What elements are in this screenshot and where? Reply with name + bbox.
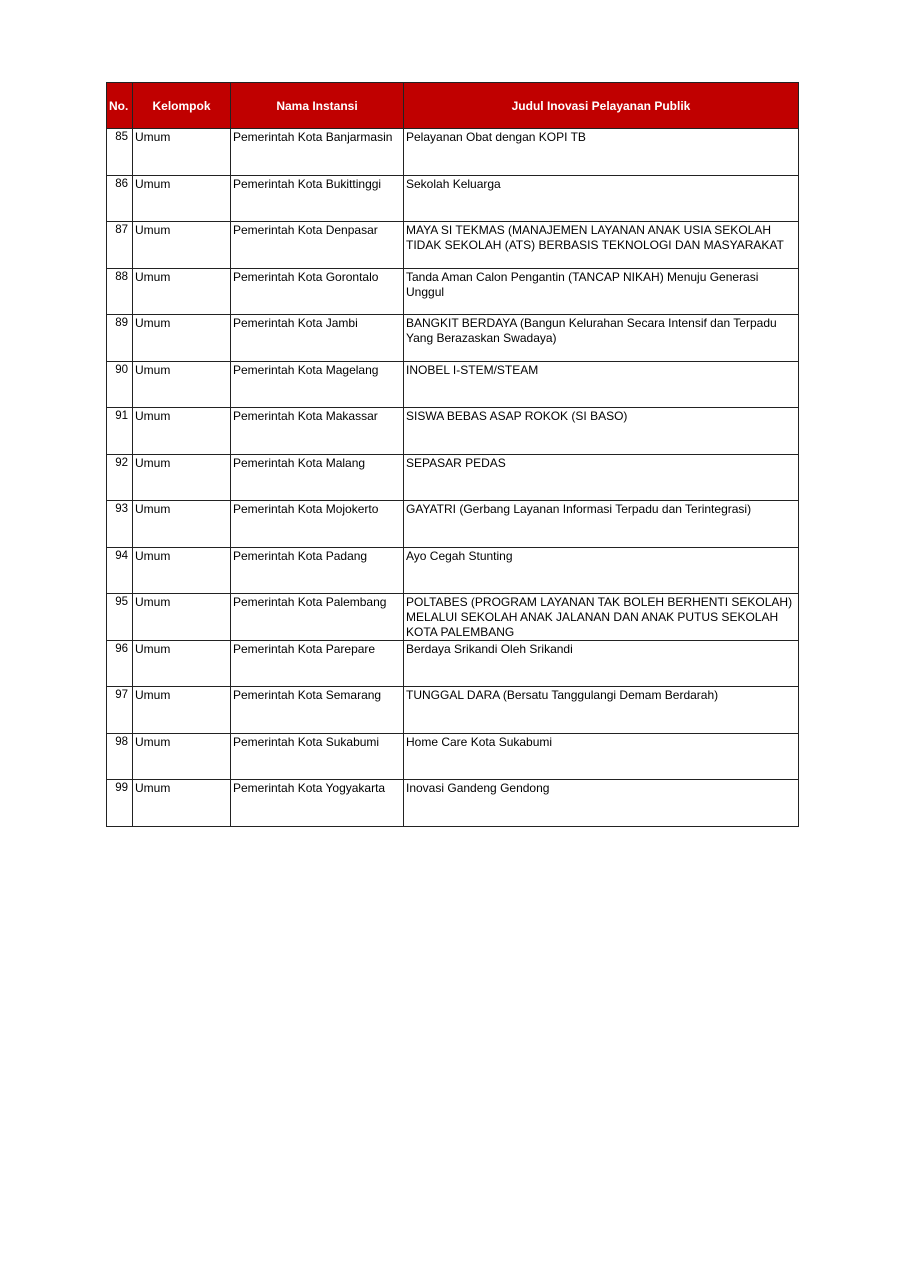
header-no: No. (107, 83, 133, 129)
row-number (107, 687, 133, 734)
instansi-cell (231, 222, 404, 269)
kelompok-cell-text: Umum (135, 130, 171, 144)
judul-cell (404, 408, 799, 455)
table-row (107, 547, 799, 594)
judul-cell-text: SISWA BEBAS ASAP ROKOK (SI BASO) (406, 409, 628, 423)
row-number (107, 315, 133, 362)
kelompok-cell (133, 454, 231, 501)
judul-cell (404, 780, 799, 827)
kelompok-cell (133, 222, 231, 269)
instansi-cell (231, 315, 404, 362)
instansi-cell (231, 594, 404, 641)
kelompok-cell-text: Umum (135, 548, 171, 563)
kelompok-cell (133, 547, 231, 594)
row-number (107, 222, 133, 269)
table-row (107, 780, 799, 827)
table-row (107, 454, 799, 501)
judul-cell-text: Inovasi Gandeng Gendong (406, 781, 550, 795)
instansi-cell (231, 129, 404, 176)
table-row (107, 315, 799, 362)
instansi-cell-text: Pemerintah Kota Malang (233, 455, 366, 470)
table-row (107, 222, 799, 269)
instansi-cell (231, 408, 404, 455)
row-number (107, 733, 133, 780)
instansi-cell-text: Pemerintah Kota Makassar (233, 409, 378, 423)
kelompok-cell (133, 315, 231, 362)
judul-cell-text: SEPASAR PEDAS (406, 455, 506, 470)
instansi-cell-text: Pemerintah Kota Magelang (233, 362, 379, 377)
judul-cell (404, 361, 799, 408)
instansi-cell (231, 361, 404, 408)
judul-cell-text: POLTABES (PROGRAM LAYANAN TAK BOLEH BERHENTI SEKOLAH) MELALUI SEKOLAH ANAK JALANAN DAN ANAK PUTUS SEKOLAH KOTA PALEMBANG (406, 595, 793, 639)
judul-cell (404, 222, 799, 269)
kelompok-cell-text: Umum (135, 409, 171, 423)
header-judul: Judul Inovasi Pelayanan Publik (404, 83, 799, 129)
table-row (107, 361, 799, 408)
kelompok-cell-text: Umum (135, 781, 171, 795)
instansi-cell-text: Pemerintah Kota Banjarmasin (233, 130, 393, 144)
judul-cell (404, 129, 799, 176)
row-number-text: 97 (115, 689, 128, 701)
row-number (107, 501, 133, 548)
table-row (107, 408, 799, 455)
instansi-cell-text: Pemerintah Kota Bukittinggi (233, 176, 382, 191)
row-number (107, 129, 133, 176)
judul-cell (404, 454, 799, 501)
row-number-text: 95 (115, 596, 128, 608)
header-nama-instansi: Nama Instansi (231, 83, 404, 129)
kelompok-cell-text: Umum (135, 595, 171, 609)
header-kelompok: Kelompok (133, 83, 231, 129)
kelompok-cell-text: Umum (135, 455, 171, 470)
kelompok-cell (133, 780, 231, 827)
row-number-text: 98 (115, 735, 128, 748)
kelompok-cell-text: Umum (135, 223, 171, 237)
instansi-cell (231, 268, 404, 315)
instansi-cell (231, 733, 404, 780)
row-number-text: 91 (115, 410, 128, 422)
row-number-text: 94 (115, 549, 128, 562)
row-number-text: 86 (115, 177, 128, 190)
kelompok-cell-text: Umum (135, 502, 171, 516)
instansi-cell-text: Pemerintah Kota Padang (233, 548, 368, 563)
row-number (107, 594, 133, 641)
kelompok-cell (133, 268, 231, 315)
judul-cell-text: TUNGGAL DARA (Bersatu Tanggulangi Demam Berdarah) (406, 688, 719, 702)
judul-cell (404, 268, 799, 315)
table-row (107, 594, 799, 641)
table-row (107, 501, 799, 548)
kelompok-cell (133, 129, 231, 176)
row-number-text: 87 (115, 224, 128, 236)
kelompok-cell-text: Umum (135, 269, 171, 284)
instansi-cell-text: Pemerintah Kota Jambi (233, 316, 358, 330)
table-row (107, 268, 799, 315)
judul-cell-text: Home Care Kota Sukabumi (406, 734, 553, 749)
row-number (107, 268, 133, 315)
table-row (107, 640, 799, 687)
judul-cell (404, 501, 799, 548)
instansi-cell-text: Pemerintah Kota Denpasar (233, 223, 378, 237)
row-number (107, 175, 133, 222)
row-number (107, 547, 133, 594)
table-body (107, 129, 799, 827)
instansi-cell (231, 175, 404, 222)
instansi-cell (231, 640, 404, 687)
kelompok-cell (133, 361, 231, 408)
kelompok-cell (133, 175, 231, 222)
kelompok-cell-text: Umum (135, 362, 171, 377)
instansi-cell-text: Pemerintah Kota Gorontalo (233, 269, 379, 284)
row-number-text: 99 (115, 782, 128, 794)
row-number (107, 454, 133, 501)
instansi-cell-text: Pemerintah Kota Parepare (233, 641, 376, 656)
judul-cell-text: GAYATRI (Gerbang Layanan Informasi Terpadu dan Terintegrasi) (406, 502, 752, 516)
kelompok-cell-text: Umum (135, 176, 171, 191)
instansi-cell (231, 780, 404, 827)
judul-cell (404, 687, 799, 734)
instansi-cell (231, 547, 404, 594)
table-row (107, 687, 799, 734)
judul-cell-text: Sekolah Keluarga (406, 176, 501, 191)
header-row (107, 83, 799, 129)
judul-cell (404, 175, 799, 222)
instansi-cell (231, 501, 404, 548)
judul-cell-text: Pelayanan Obat dengan KOPI TB (406, 130, 586, 144)
kelompok-cell (133, 733, 231, 780)
judul-cell-text: MAYA SI TEKMAS (MANAJEMEN LAYANAN ANAK USIA SEKOLAH TIDAK SEKOLAH (ATS) BERBASIS TEKNOLOGI DAN MASYARAKAT (406, 223, 784, 252)
instansi-cell-text: Pemerintah Kota Palembang (233, 595, 387, 609)
row-number-text: 96 (115, 642, 128, 655)
judul-cell (404, 315, 799, 362)
kelompok-cell-text: Umum (135, 688, 171, 702)
row-number-text: 93 (115, 503, 128, 515)
kelompok-cell (133, 640, 231, 687)
kelompok-cell-text: Umum (135, 734, 171, 749)
judul-cell (404, 733, 799, 780)
kelompok-cell (133, 501, 231, 548)
table-row (107, 733, 799, 780)
row-number (107, 780, 133, 827)
judul-cell (404, 594, 799, 641)
table-row (107, 175, 799, 222)
table-header (107, 83, 799, 129)
judul-cell (404, 547, 799, 594)
innovation-table (106, 82, 799, 827)
table-row (107, 129, 799, 176)
row-number-text: 92 (115, 456, 128, 469)
judul-cell-text: BANGKIT BERDAYA (Bangun Kelurahan Secara Intensif dan Terpadu Yang Berazaskan Swadaya) (406, 316, 777, 345)
kelompok-cell-text: Umum (135, 316, 171, 330)
row-number-text: 89 (115, 317, 128, 329)
instansi-cell (231, 687, 404, 734)
instansi-cell (231, 454, 404, 501)
judul-cell-text: Tanda Aman Calon Pengantin (TANCAP NIKAH) Menuju Generasi Unggul (406, 269, 759, 299)
kelompok-cell (133, 687, 231, 734)
kelompok-cell (133, 408, 231, 455)
row-number (107, 640, 133, 687)
row-number-text: 90 (115, 363, 128, 376)
judul-cell-text: Berdaya Srikandi Oleh Srikandi (406, 641, 573, 656)
judul-cell-text: INOBEL I-STEM/STEAM (406, 362, 539, 377)
instansi-cell-text: Pemerintah Kota Yogyakarta (233, 781, 386, 795)
instansi-cell-text: Pemerintah Kota Sukabumi (233, 734, 380, 749)
row-number (107, 361, 133, 408)
row-number-text: 85 (115, 131, 128, 143)
kelompok-cell-text: Umum (135, 641, 171, 656)
row-number (107, 408, 133, 455)
kelompok-cell (133, 594, 231, 641)
judul-cell (404, 640, 799, 687)
judul-cell-text: Ayo Cegah Stunting (406, 548, 513, 563)
row-number-text: 88 (115, 270, 128, 283)
instansi-cell-text: Pemerintah Kota Mojokerto (233, 502, 379, 516)
instansi-cell-text: Pemerintah Kota Semarang (233, 688, 382, 702)
